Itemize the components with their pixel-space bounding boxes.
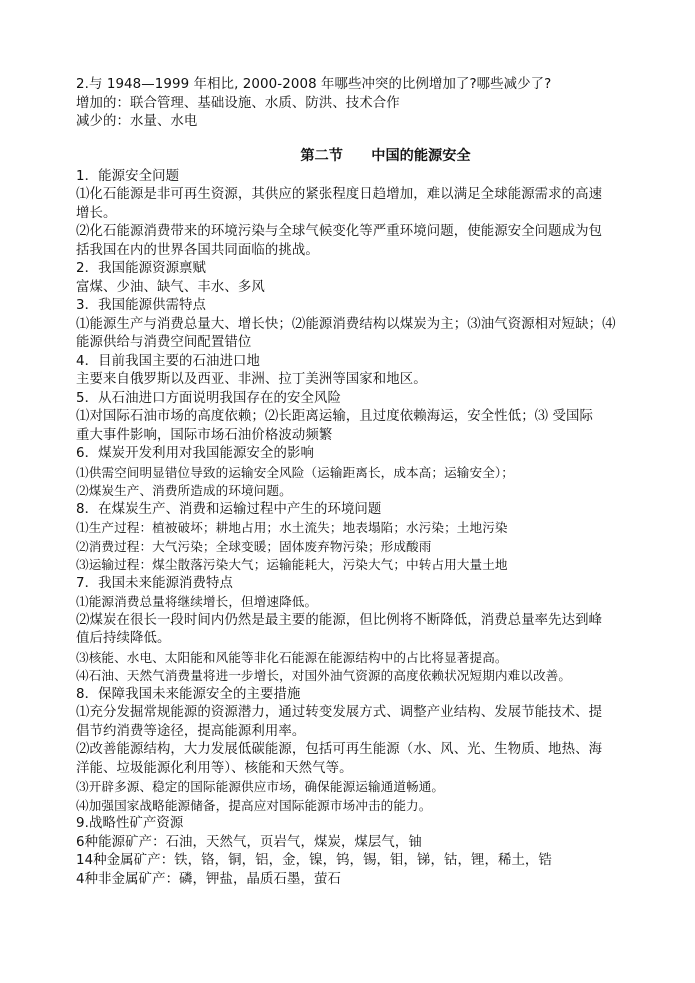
paragraph-line: ⑴生产过程：植被破坏；耕地占用；水土流失；地表塌陷；水污染；土地污染 [76,520,508,535]
decreased-answer: 减少的：水量、水电 [76,114,198,129]
paragraph-line: ⑶开辟多源、稳定的国际能源供应市场，确保能源运输通道畅通。 [76,779,445,794]
paragraph-line: ⑷石油、天然气消费量将进一步增长，对国外油气资源的高度依赖状况短期内难以改善。 [76,668,572,683]
paragraph-line: ⑴供需空间明显错位导致的运输安全风险（运输距离长，成本高；运输安全）； [76,464,514,480]
paragraph-line: ⑵煤炭生产、消费所造成的环境问题。 [76,483,292,498]
paragraph-line: 能源供给与消费空间配置错位 [76,335,252,350]
paragraph-line: ⑵煤炭在很长一段时间内仍然是最主要的能源，但比例将不断降低，消费总量率先达到峰 [76,612,603,628]
section-title: 第二节 中国的能源安全 [300,147,471,164]
paragraph-line: ⑴对国际石油市场的高度依赖；⑵长距离运输，且过度依赖海运，安全性低；⑶ 受国际 [76,409,593,424]
paragraph-line: ⑴充分发掘常规能源的资源潜力，通过转变发展方式、调整产业结构、发展节能技术、提 [76,705,603,720]
heading-security-measures: 8．保障我国未来能源安全的主要措施 [76,686,301,702]
paragraph-line: 主要来自俄罗斯以及西亚、非洲、拉丁美洲等国家和地区。 [76,372,427,387]
spacer [76,132,655,146]
paragraph-line: 括我国在内的世界各国共同面临的挑战。 [76,242,319,258]
paragraph-line: 倡节约消费等途径，提高能源利用率。 [76,723,306,739]
paragraph-line: 重大事件影响，国际市场石油价格波动频繁 [76,427,333,443]
paragraph-line: 4种非金属矿产：磷，钾盐，晶质石墨，萤石 [76,871,341,887]
paragraph-line: ⑵改善能源结构，大力发展低碳能源，包括可再生能源（水、风、光、生物质、地热、海 [76,742,603,757]
paragraph-line: ⑴能源消费总量将继续增长，但增速降低。 [76,594,318,609]
paragraph-line: 值后持续降低。 [76,631,171,646]
paragraph-line: ⑵化石能源消费带来的环境污染与全球气候变化等严重环境问题，使能源安全问题成为包 [76,224,603,239]
question-text: 2.与 1948—1999 年相比, 2000-2008 年哪些冲突的比例增加了?哪些减少了? [76,77,552,92]
increased-answer: 增加的：联合管理、基础设施、水质、防洪、技术合作 [76,95,400,111]
paragraph-line: 洋能、垃圾能源化利用等）、核能和天然气等。 [76,760,353,776]
paragraph-line: 14种金属矿产：铁，铬，铜，铝，金，镍，钨，锡，钼，锑，钴，锂，稀土，锆 [76,853,552,868]
heading-future-consumption: 7．我国未来能源消费特点 [76,575,234,591]
heading-oil-import: 4．目前我国主要的石油进口地 [76,353,260,369]
paragraph-line: ⑶运输过程：煤尘散落污染大气；运输能耗大，污染大气；中转占用大量土地 [76,557,508,572]
heading-supply-demand: 3．我国能源供需特点 [76,298,207,313]
heading-strategic-minerals: 9.战略性矿产资源 [76,816,184,831]
paragraph-line: ⑶核能、水电、太阳能和风能等非化石能源在能源结构中的占比将显著提高。 [76,649,508,665]
paragraph-line: 增长。 [76,205,117,221]
paragraph-line: ⑵消费过程：大气污染；全球变暖；固体废弃物污染；形成酸雨 [76,538,432,554]
paragraph-line: 富煤、少油、缺气、丰水、多风 [76,279,265,295]
heading-energy-security: 1．能源安全问题 [76,168,180,184]
paragraph-line: ⑴化石能源是非可再生资源，其供应的紧张程度日趋增加，难以满足全球能源需求的高速 [76,187,603,202]
paragraph-line: 6种能源矿产：石油，天然气，页岩气，煤炭，煤层气，铀 [76,834,422,850]
heading-oil-risk: 5．从石油进口方面说明我国存在的安全风险 [76,390,341,406]
paragraph-line: ⑴能源生产与消费总量大、增长快；⑵能源消费结构以煤炭为主；⑶油气资源相对短缺；⑷ [76,316,616,332]
heading-coal-environment: 8．在煤炭生产、消费和运输过程中产生的环境问题 [76,501,382,517]
section-body [76,168,655,890]
heading-coal-impact: 6．煤炭开发利用对我国能源安全的影响 [76,446,314,461]
heading-resource-endowment: 2．我国能源资源禀赋 [76,261,207,276]
paragraph-line: ⑷加强国家战略能源储备，提高应对国际能源市场冲击的能力。 [76,797,432,813]
